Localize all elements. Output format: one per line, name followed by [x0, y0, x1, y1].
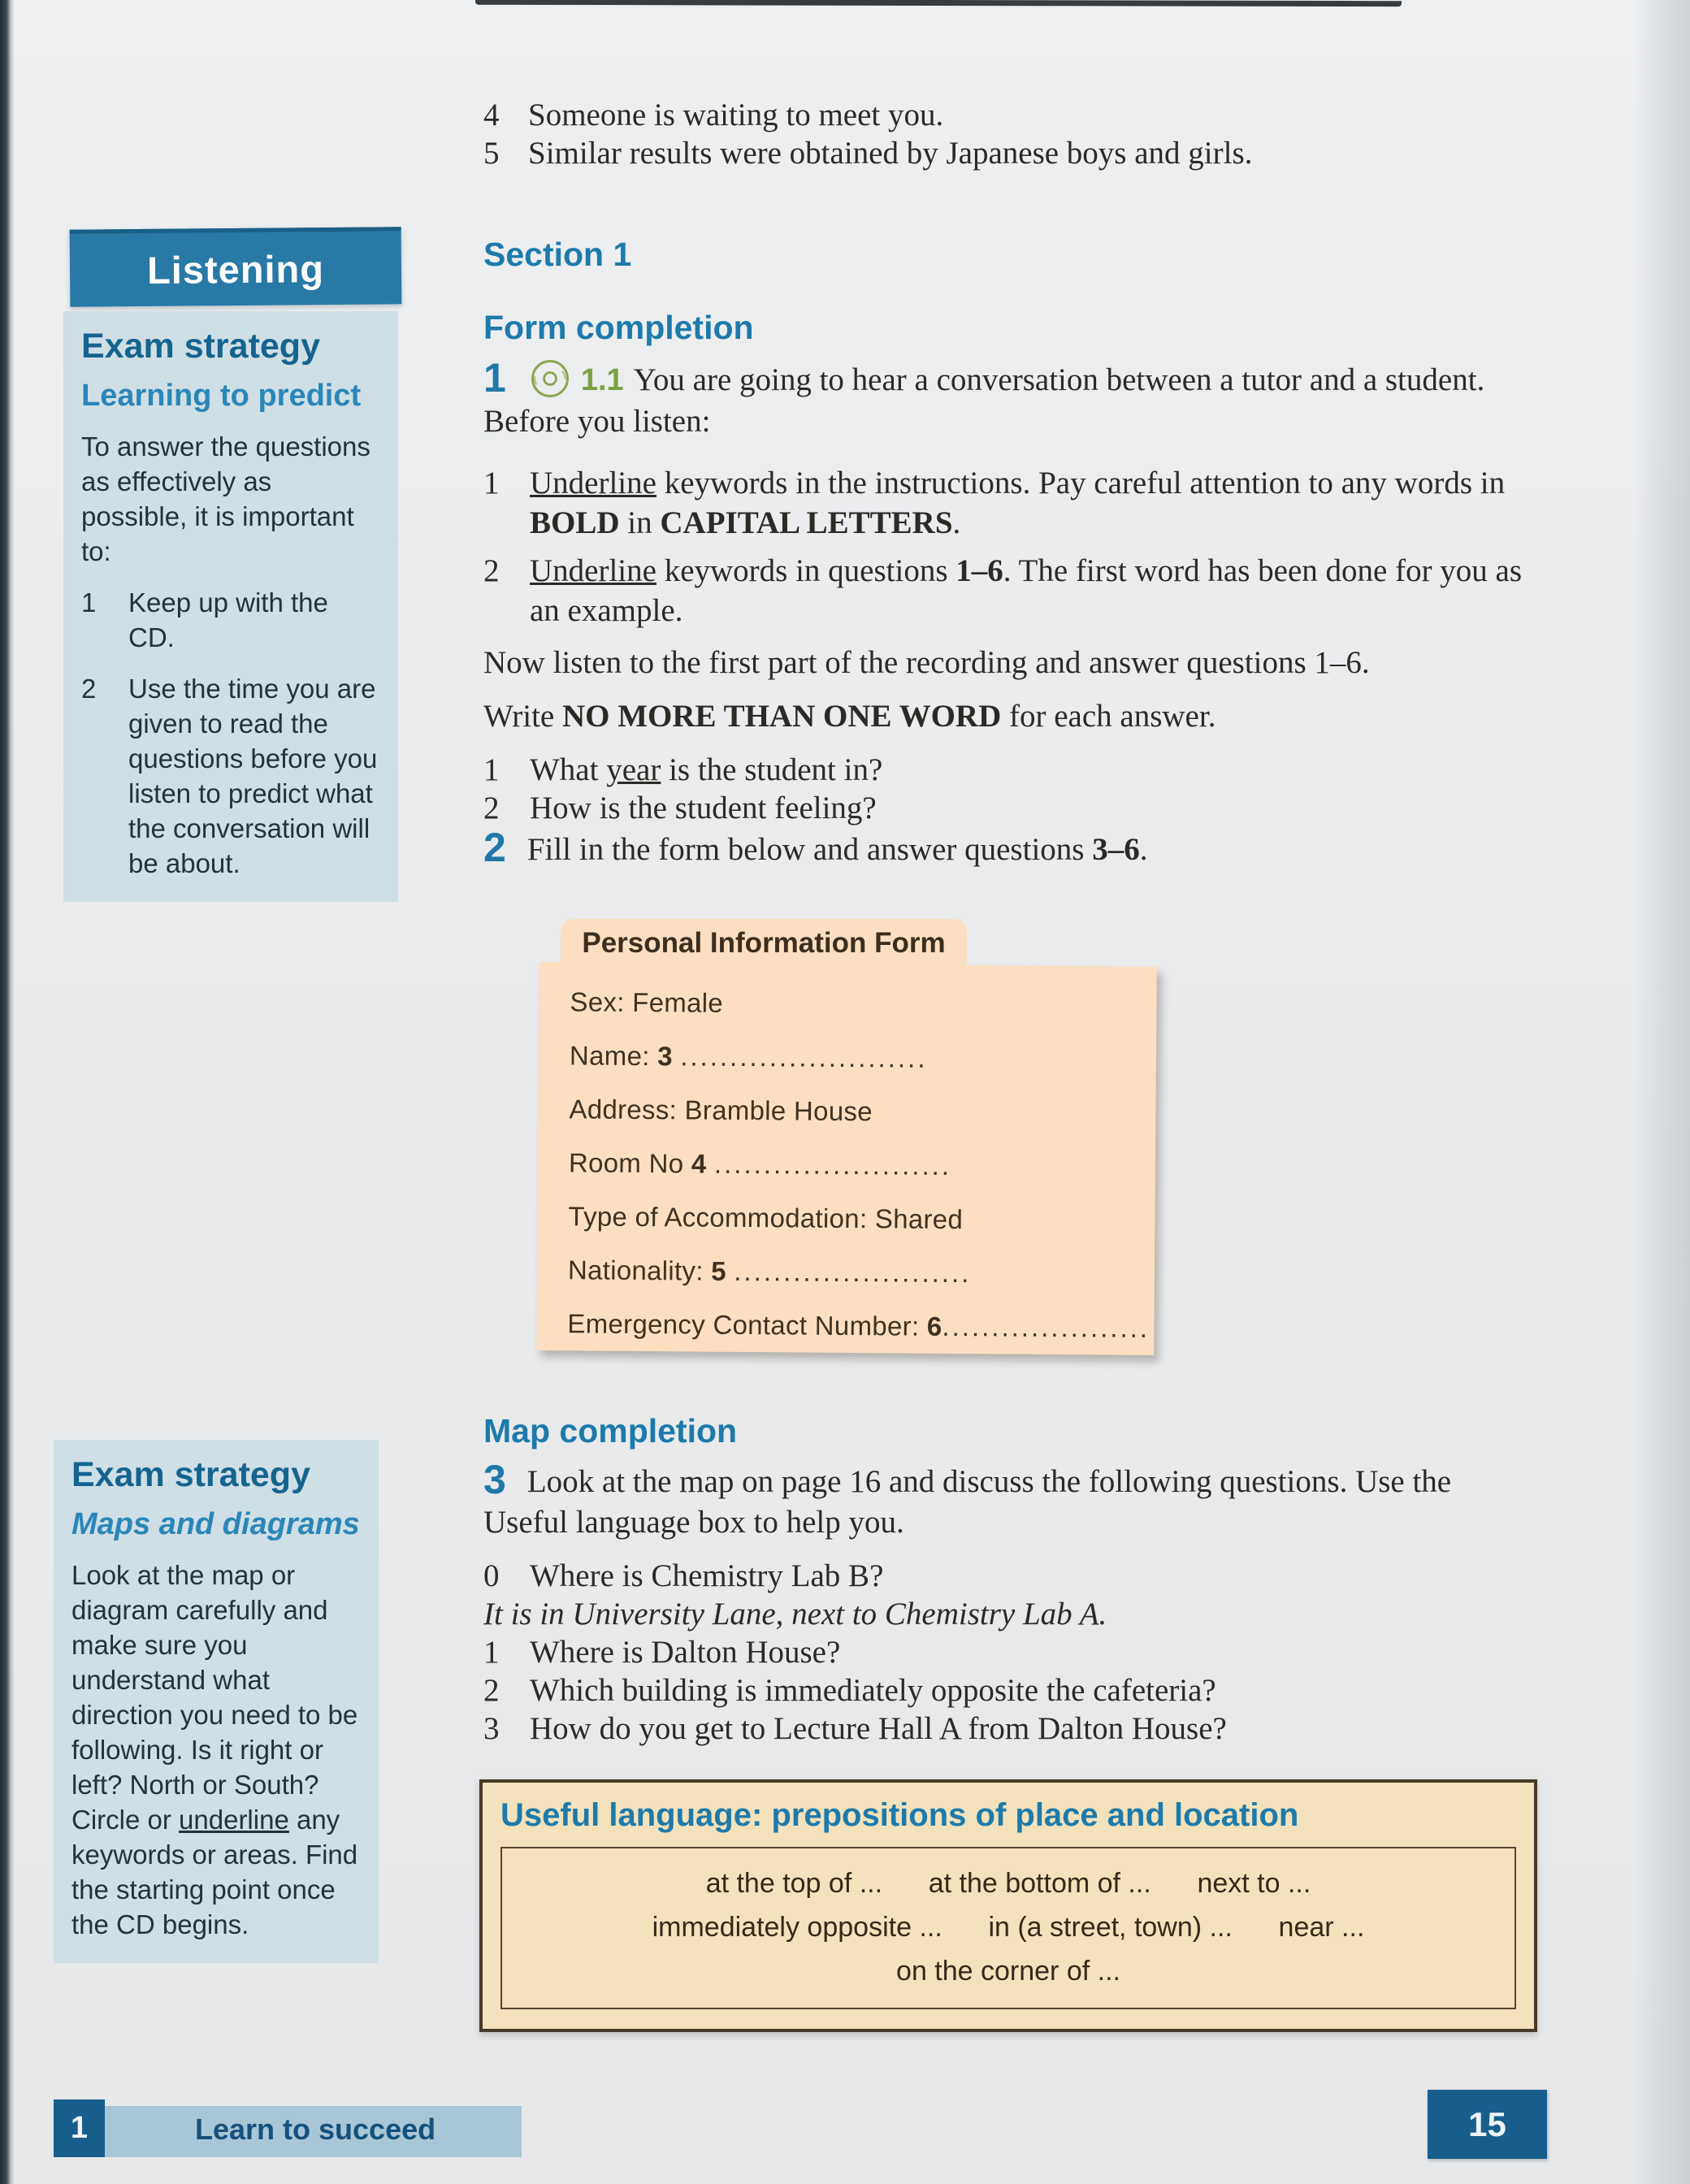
- step-1: [483, 463, 1528, 543]
- statement-text: Someone is waiting to meet you.: [528, 98, 944, 132]
- unit-number-badge: 1: [54, 2100, 105, 2157]
- exercise-3-instructions: Look at the map on page 16 and discuss the following questions. Use the Useful language box to help you.: [483, 1464, 1452, 1540]
- item-text: Keep up with the CD.: [128, 587, 328, 652]
- question-text: How do you get to Lecture Hall A from Dalton House?: [530, 1711, 1227, 1746]
- page-right-edge: [1633, 0, 1690, 2184]
- personal-info-form-tab: [561, 919, 967, 968]
- phrase-line: at the top of ... at the bottom of ... next to ...: [705, 1868, 1311, 1899]
- statement-number: 4: [483, 98, 500, 132]
- item-number: 2: [81, 673, 97, 704]
- form-field-sex: Sex: Female: [570, 986, 724, 1018]
- phrase-line: on the corner of ...: [896, 1956, 1120, 1987]
- useful-language-box: [479, 1779, 1537, 2032]
- gap-number: 6: [919, 1311, 942, 1341]
- answer-gap[interactable]: .....................: [942, 1311, 1150, 1343]
- write-note: Write NO MORE THAN ONE WORD for each answer.: [483, 699, 1216, 734]
- question-number: 1: [483, 1635, 500, 1670]
- form-field-room: Room No 4 ........................: [568, 1147, 952, 1181]
- page-left-edge: [0, 0, 15, 2184]
- strategy-title: Exam strategy: [81, 327, 320, 366]
- example-question: [483, 1557, 1532, 1596]
- exercise-1-instructions: You are going to hear a conversation between a tutor and a student. Before you listen:: [483, 362, 1485, 439]
- form-field-accommodation: Type of Accommodation: Shared: [568, 1201, 964, 1235]
- form-field-name: Name: 3 .........................: [569, 1040, 928, 1073]
- question-number: 2: [483, 1673, 500, 1708]
- question-text: Where is Dalton House?: [530, 1635, 841, 1670]
- form-field-nationality: Nationality: 5 ........................: [567, 1254, 972, 1289]
- strategy-body: Look at the map or diagram carefully and make sure you understand what direction you need to be following. Is it right or left? North or South? Circle or underline any keywords or areas. Find the starting point once the CD begins.: [72, 1559, 358, 1939]
- gap-number: 4: [683, 1148, 715, 1179]
- strategy-item-2: [81, 671, 380, 881]
- map-question-2: [483, 1671, 1532, 1710]
- useful-language-phrases: [500, 1847, 1516, 2009]
- question-number: 2: [483, 791, 500, 826]
- unit-title: Learn to succeed: [195, 2112, 436, 2146]
- question-text: Where is Chemistry Lab B?: [530, 1558, 884, 1593]
- page-number-badge: 15: [1428, 2090, 1547, 2159]
- step-text: Underline keywords in the instructions. Pay careful attention to any words in BOLD in CAPITAL LETTERS.: [530, 466, 1506, 540]
- audio-track-number: 1.1: [580, 363, 624, 397]
- question-2: [483, 789, 1532, 828]
- exam-strategy-box-maps: [54, 1440, 379, 1963]
- map-completion-heading: Map completion: [483, 1412, 738, 1450]
- question-text: How is the student feeling?: [530, 791, 877, 826]
- question-number: 3: [483, 1711, 500, 1746]
- map-question-1: [483, 1633, 1532, 1672]
- statement-text: Similar results were obtained by Japanese boys and girls.: [528, 136, 1253, 171]
- banner-label: Listening: [146, 246, 325, 292]
- form-completion-heading: Form completion: [483, 309, 754, 346]
- form-field-address: Address: Bramble House: [569, 1094, 873, 1127]
- step-number: 2: [483, 553, 500, 588]
- answer-gap[interactable]: ........................: [734, 1255, 972, 1289]
- answer-gap[interactable]: ........................: [713, 1148, 952, 1181]
- form-field-emergency-contact: Emergency Contact Number: 6.....................: [567, 1308, 1150, 1343]
- question-text: Which building is immediately opposite the cafeteria?: [530, 1673, 1216, 1708]
- answer-gap[interactable]: .........................: [680, 1041, 928, 1073]
- question-1: [483, 751, 1532, 790]
- strategy-title: Exam strategy: [72, 1455, 310, 1494]
- listening-section-banner: [70, 227, 402, 307]
- exercise-1-steps: [483, 463, 1528, 639]
- section-heading: Section 1: [483, 236, 632, 273]
- exercise-number: 2: [483, 825, 506, 870]
- gap-number: 5: [703, 1255, 734, 1286]
- step-number: 1: [483, 466, 500, 500]
- question-text: What year is the student in?: [530, 752, 883, 787]
- strategy-item-1: [81, 585, 380, 655]
- exercise-number: 3: [483, 1457, 506, 1502]
- question-number: 0: [483, 1558, 500, 1593]
- statement-5: [483, 134, 1540, 172]
- item-number: 1: [81, 587, 97, 618]
- step-text: Underline keywords in questions 1–6. The first word has been done for you as an example.: [530, 553, 1523, 628]
- gap-number: 3: [649, 1041, 681, 1072]
- example-answer: It is in University Lane, next to Chemistry Lab A.: [483, 1597, 1107, 1632]
- exercise-2-instructions: Fill in the form below and answer questions 3–6.: [526, 832, 1148, 867]
- statement-number: 5: [483, 136, 500, 171]
- cd-icon: [527, 356, 573, 401]
- phrase-line: immediately opposite ... in (a street, town) ... near ...: [652, 1912, 1365, 1943]
- exam-strategy-box-listening: [63, 311, 398, 902]
- page-top-edge: [475, 0, 1402, 6]
- item-text: Use the time you are given to read the questions before you listen to predict what the conversation will be about.: [128, 673, 378, 878]
- top-statements: [483, 96, 1540, 172]
- map-question-3: [483, 1710, 1532, 1748]
- exercise-2: [483, 827, 1540, 870]
- listen-note: Now listen to the first part of the recording and answer questions 1–6.: [483, 645, 1370, 680]
- exercise-1: [483, 356, 1540, 442]
- personal-info-form: [536, 962, 1157, 1355]
- strategy-subtitle: Maps and diagrams: [72, 1507, 360, 1542]
- exercise-number: 1: [483, 355, 506, 401]
- strategy-subtitle: Learning to predict: [81, 379, 362, 414]
- useful-language-title: Useful language: prepositions of place and location: [500, 1797, 1299, 1833]
- statement-4: [483, 96, 1540, 134]
- form-title: Personal Information Form: [582, 927, 946, 959]
- exercise-3: [483, 1459, 1540, 1543]
- step-2: [483, 551, 1528, 630]
- question-number: 1: [483, 752, 500, 787]
- strategy-intro: To answer the questions as effectively as possible, it is important to:: [81, 431, 370, 566]
